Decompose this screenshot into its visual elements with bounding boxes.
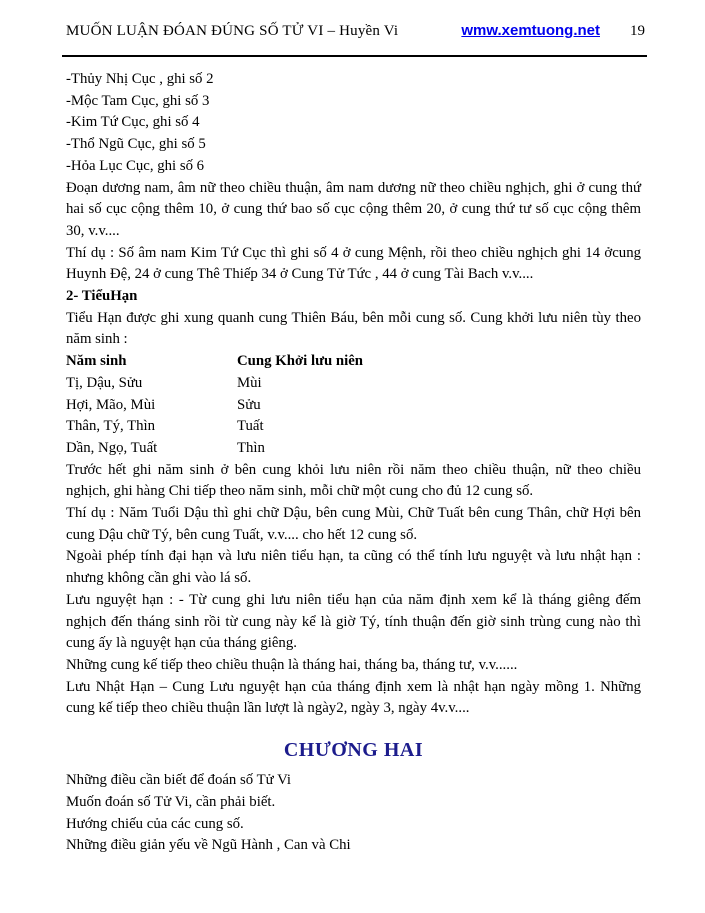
paragraph-thidu-2: Thí dụ : Năm Tuổi Dậu thì ghi chữ Dậu, bên cung Mùi, Chữ Tuất bên cung Thân, chữ Hợi bên cung Dậu chữ Tý, bên cung Tuất, v.v.... cho hết 12 cung số. <box>66 505 641 543</box>
paragraph-thidu-1: Thí dụ : Số âm nam Kim Tứ Cục thì ghi số 4 ở cung Mệnh, rồi theo chiều nghịch ghi 14 ởcung Huynh Đệ, 24 ở cung Thê Thiếp 34 ở Cung Tử Tức , 44 ở cung Tài Bach v.v.... <box>66 244 641 283</box>
table-row <box>66 373 641 395</box>
cuc-list <box>66 69 641 178</box>
table-header-cell: Năm sinh <box>66 353 127 370</box>
paragraph-luunguyet: Lưu nguyệt hạn : - Từ cung ghi lưu niên tiểu hạn của năm định xem kể là tháng giêng đếm nghịch đến tháng sinh rồi từ cung này kể là giờ Tý, tính thuận đến giờ sinh trùng cung nào thì cung ấy là nguyệt hạn của tháng giêng. <box>66 591 641 652</box>
table-cell: Mùi <box>237 374 262 391</box>
chapter-intro-line: Những điều cần biết để đoán số Tử Vi <box>66 772 292 789</box>
paragraph-tieuhan: Tiểu Hạn được ghi xung quanh cung Thiên Báu, bên mỗi cung số. Cung khởi lưu niên tùy theo năm sinh : <box>66 309 641 348</box>
table-cell: Tị, Dậu, Sửu <box>66 374 143 391</box>
table-cell: Sửu <box>237 396 261 413</box>
header-title: MUỐN LUẬN ĐÓAN ĐÚNG SỐ TỬ VI – Huyền Vi <box>66 23 399 39</box>
page-number: 19 <box>630 23 645 39</box>
paragraph-luunhat: Lưu Nhật Hạn – Cung Lưu nguyệt hạn của tháng định xem là nhật hạn ngày mồng 1. Những cung kế tiếp theo chiều thuận lần lượt là ngày2, ngày 3, ngày 4v.v.... <box>66 678 641 717</box>
luu-nien-table <box>66 351 641 460</box>
chapter-intro-line: Những điều giản yếu về Ngũ Hành , Can và Chi <box>66 837 351 854</box>
table-cell: Thìn <box>237 439 265 456</box>
table-cell: Hợi, Mão, Mùi <box>66 396 156 413</box>
chapter-intro-line: Hướng chiếu của các cung số. <box>66 815 244 832</box>
section-heading-tieuhan: 2- TiểuHạn <box>66 288 138 305</box>
table-header-row <box>66 351 641 373</box>
table-row <box>66 395 641 417</box>
document-body <box>66 69 641 857</box>
table-row <box>66 416 641 438</box>
header-rule <box>62 55 647 57</box>
table-cell: Tuất <box>237 418 264 435</box>
chapter-heading: CHƯƠNG HAI <box>283 739 424 762</box>
cuc-line: -Kim Tứ Cục, ghi số 4 <box>66 114 200 131</box>
table-row <box>66 438 641 460</box>
cuc-line: -Thủy Nhị Cục , ghi số 2 <box>66 71 214 87</box>
paragraph-truochet: Trước hết ghi năm sinh ở bên cung khỏi lưu niên rồi năm theo chiều thuận, nữ theo chiều nghịch, ghi hàng Chi tiếp theo năm sinh, mỗi chữ một cung cho đủ 12 cung số. <box>66 461 641 500</box>
table-cell: Dần, Ngọ, Tuất <box>66 439 158 456</box>
paragraph-doan: Đoạn dương nam, âm nữ theo chiều thuận, âm nam dương nữ theo chiều nghịch, ghi ở cung thứ hai số cục cộng thêm 10, ở cung thứ bao số cục cộng thêm 20, ở cung thứ tư số cục cộng thêm 30, v.v.... <box>66 179 641 239</box>
table-cell: Thân, Tý, Thìn <box>66 418 156 435</box>
cuc-line: -Hỏa Lục Cục, ghi số 6 <box>66 157 205 174</box>
cuc-line: -Mộc Tam Cục, ghi số 3 <box>66 92 210 109</box>
paragraph-nhungcung: Những cung kế tiếp theo chiều thuận là tháng hai, tháng ba, tháng tư, v.v...... <box>66 656 518 673</box>
paragraph-ngoai: Ngoài phép tính đại hạn và lưu niên tiểu hạn, ta cũng có thể tính lưu nguyệt và lưu nhật hạn : nhưng không cần ghi vào lá số. <box>66 548 641 587</box>
table-header-cell: Cung Khởi lưu niên <box>237 353 364 370</box>
page-header <box>66 22 645 40</box>
chapter-intro-line: Muốn đoán số Tử Vi, cần phải biết. <box>66 793 276 810</box>
chapter-intro <box>66 770 641 857</box>
cuc-line: -Thổ Ngũ Cục, ghi số 5 <box>66 136 206 153</box>
header-link[interactable]: wmw.xemtuong.net <box>461 22 600 39</box>
